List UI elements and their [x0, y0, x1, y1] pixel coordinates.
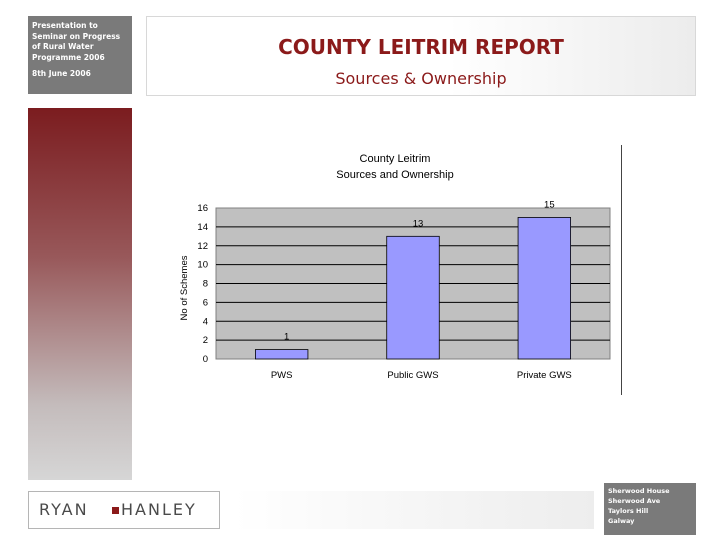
y-tick-label: 2 [202, 335, 208, 347]
presentation-date: 8th June 2006 [32, 69, 91, 78]
logo-text-hanley: HANLEY [121, 500, 197, 519]
bar [518, 217, 571, 359]
x-category-label: Private GWS [516, 370, 572, 381]
x-category-label: Public GWS [387, 370, 439, 381]
y-tick-label: 0 [202, 354, 208, 365]
presentation-line-1: Presentation to [32, 21, 98, 30]
logo-text-ryan: RYAN [39, 500, 89, 519]
page-title: COUNTY LEITRIM REPORT [278, 35, 564, 59]
bar [255, 350, 308, 359]
y-tick-label: 12 [197, 240, 208, 252]
address-line-2: Sherwood Ave [608, 497, 661, 505]
presentation-info-box [28, 16, 132, 94]
vertical-divider [621, 145, 622, 395]
address-box [604, 483, 696, 535]
y-axis-label: No of Schemes [179, 255, 190, 321]
chart-title-line-1: County Leitrim [359, 153, 431, 165]
data-label: 15 [544, 199, 555, 211]
y-tick-label: 16 [197, 203, 208, 214]
page-subtitle: Sources & Ownership [335, 69, 507, 88]
y-tick-label: 6 [202, 297, 208, 309]
y-tick-label: 4 [202, 316, 208, 328]
y-tick-label: 10 [197, 259, 208, 271]
presentation-line-3: of Rural Water [32, 42, 94, 51]
header-banner [146, 16, 696, 96]
ryan-hanley-logo [28, 491, 220, 529]
x-category-label: PWS [270, 370, 293, 381]
bar-chart [170, 145, 620, 395]
address-line-1: Sherwood House [608, 487, 670, 495]
y-tick-label: 8 [202, 278, 208, 290]
address-line-4: Galway [608, 517, 635, 525]
address-line-3: Taylors Hill [608, 507, 649, 515]
presentation-line-2: Seminar on Progress [32, 31, 121, 41]
bar [387, 236, 440, 359]
footer-gradient-bar [234, 491, 594, 529]
data-label: 1 [284, 331, 290, 343]
y-tick-label: 14 [197, 221, 208, 233]
chart-title-line-2: Sources and Ownership [336, 169, 454, 181]
presentation-line-4: Programme 2006 [32, 52, 105, 62]
decorative-gradient-bar [28, 108, 132, 480]
data-label: 13 [412, 218, 424, 230]
plot-area [197, 199, 610, 381]
logo-square-icon [112, 507, 119, 514]
